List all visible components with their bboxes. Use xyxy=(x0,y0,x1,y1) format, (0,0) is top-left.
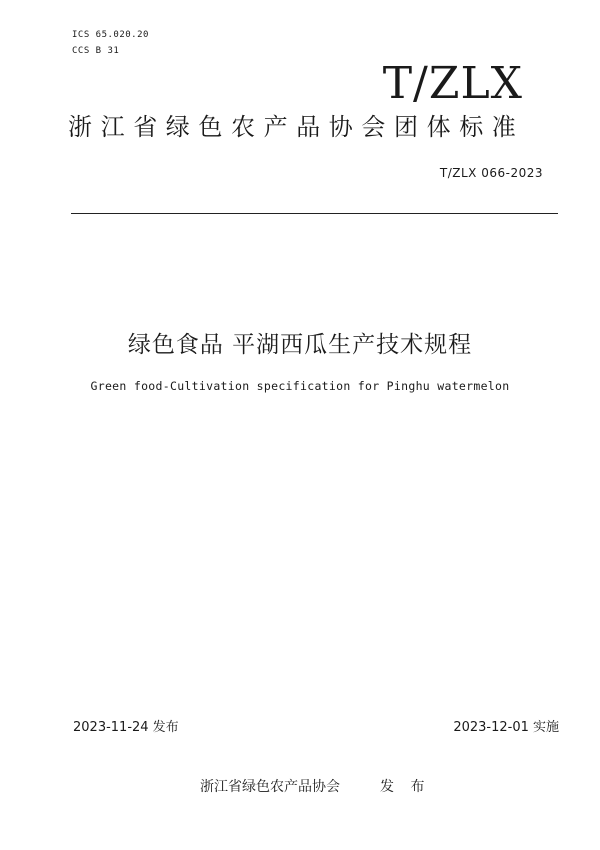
ics-code: ICS 65.020.20 xyxy=(72,30,149,40)
document-title-english: Green food-Cultivation specification for Pinghu watermelon xyxy=(90,379,510,393)
publish-label: 发 布 xyxy=(380,779,431,795)
ccs-code: CCS B 31 xyxy=(72,46,120,56)
issue-date: 2023-11-24 发布 xyxy=(73,720,179,735)
standard-logo: T/ZLX xyxy=(382,58,523,109)
header-divider xyxy=(71,213,558,214)
document-title-chinese: 绿色食品 平湖西瓜生产技术规程 xyxy=(127,332,473,358)
publisher-name: 浙江省绿色农产品协会 xyxy=(200,779,340,795)
implementation-date: 2023-12-01 实施 xyxy=(453,720,559,735)
standard-number: T/ZLX 066-2023 xyxy=(439,166,543,180)
organization-title: 浙江省绿色农产品协会团体标准 xyxy=(68,113,525,141)
